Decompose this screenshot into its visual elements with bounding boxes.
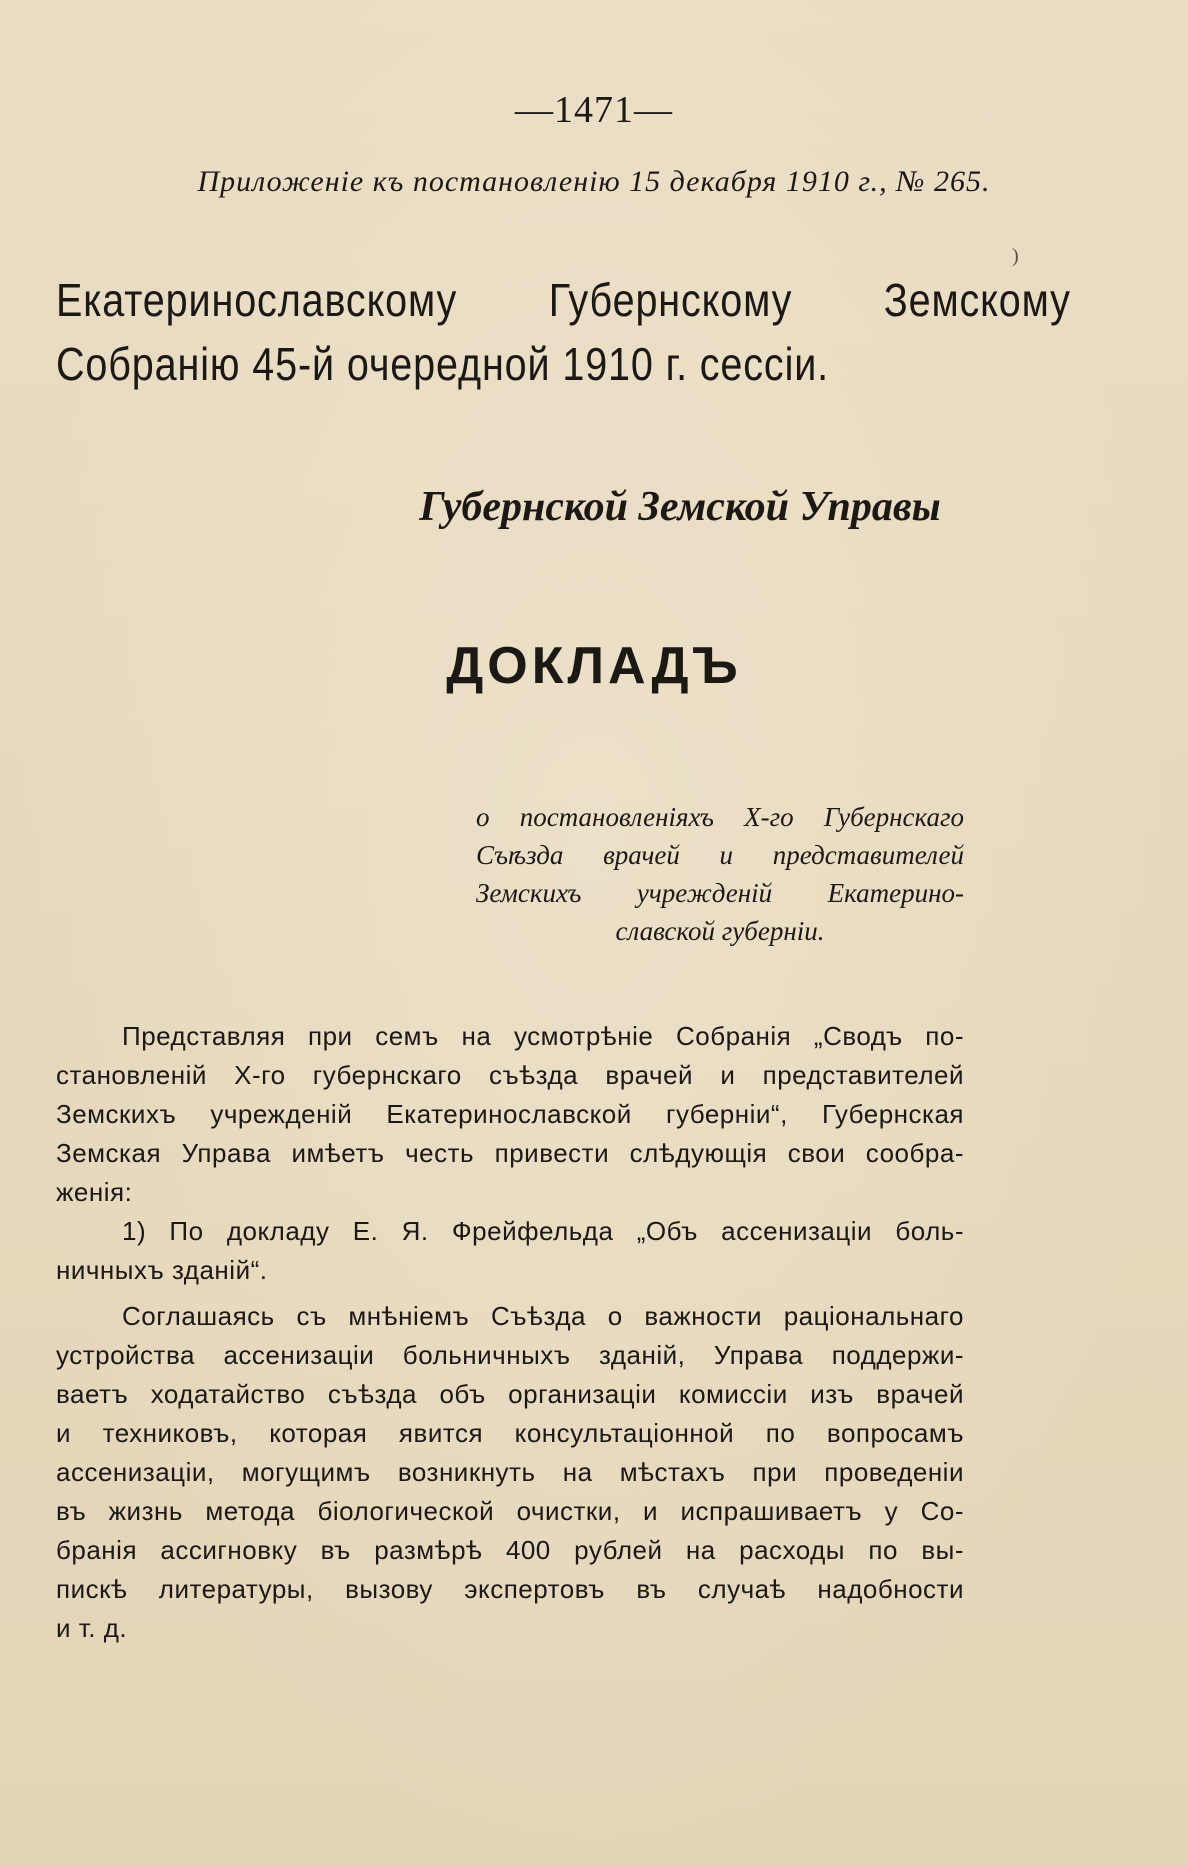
text-line: женія: (56, 1177, 133, 1207)
report-heading: ДОКЛАДЪ (446, 637, 742, 695)
main-title (56, 268, 1071, 396)
text-line: Земскихъ учрежденій Екатеринославской губерніи“, Губернская (56, 1099, 964, 1129)
text-line: 1) По докладу Е. Я. Фрейфельда „Объ ассенизаціи боль- (122, 1216, 964, 1246)
text-line: бранія ассигновку въ размѣрѣ 400 рублей на расходы по вы- (56, 1535, 964, 1565)
margin-mark: ) (1012, 245, 1019, 267)
text-line: ваетъ ходатайство съѣзда объ организаціи комиссіи изъ врачей (56, 1379, 964, 1409)
subject-line: Земскихъ учрежденій Екатерино- (476, 878, 964, 908)
text-line: становленій X-го губернскаго съѣзда врачей и представителей (56, 1060, 964, 1090)
text-line: устройства ассенизаціи больничныхъ зданій, Управа поддержи- (56, 1340, 964, 1370)
subject-line: о постановленіяхъ X-го Губернскаго (476, 802, 964, 832)
paragraph-gap (56, 1290, 964, 1297)
text-line: ничныхъ зданій“. (56, 1255, 268, 1285)
text-line: Представляя при семъ на усмотрѣніе Собранія „Сводъ по- (122, 1021, 964, 1051)
board-title: Губернской Земской Управы (419, 484, 941, 530)
text-line: въ жизнь метода біологической очистки, и испрашиваетъ у Со- (56, 1496, 964, 1526)
report-body (56, 1017, 964, 1648)
paragraph-1 (56, 1017, 964, 1212)
page-number: —1471— (515, 89, 673, 131)
text-line: пискѣ литературы, вызову экспертовъ въ случаѣ надобности (56, 1574, 964, 1604)
report-subject (476, 798, 964, 950)
subject-line: славской губерніи. (615, 916, 825, 946)
text-line: и техниковъ, которая явится консультаціонной по вопросамъ (56, 1418, 964, 1448)
main-title-line-2: Собранію 45-й очередной 1910 г. сессіи. (56, 338, 830, 390)
text-line: Земская Управа имѣетъ честь привести слѣдующія свои сообра- (56, 1138, 964, 1168)
main-title-line-1: Екатеринославскому Губернскому Земскому (56, 274, 1071, 326)
paragraph-2 (56, 1297, 964, 1648)
item-1 (56, 1212, 964, 1290)
text-line: Соглашаясь съ мнѣніемъ Съѣзда о важности раціональнаго (122, 1301, 964, 1331)
text-line: ассенизаціи, могущимъ возникнуть на мѣстахъ при проведеніи (56, 1457, 964, 1487)
appendix-note: Приложеніе къ постановленію 15 декабря 1910 г., № 265. (197, 165, 991, 198)
subject-line: Съѣзда врачей и представителей (476, 840, 964, 870)
text-line: и т. д. (56, 1613, 128, 1643)
